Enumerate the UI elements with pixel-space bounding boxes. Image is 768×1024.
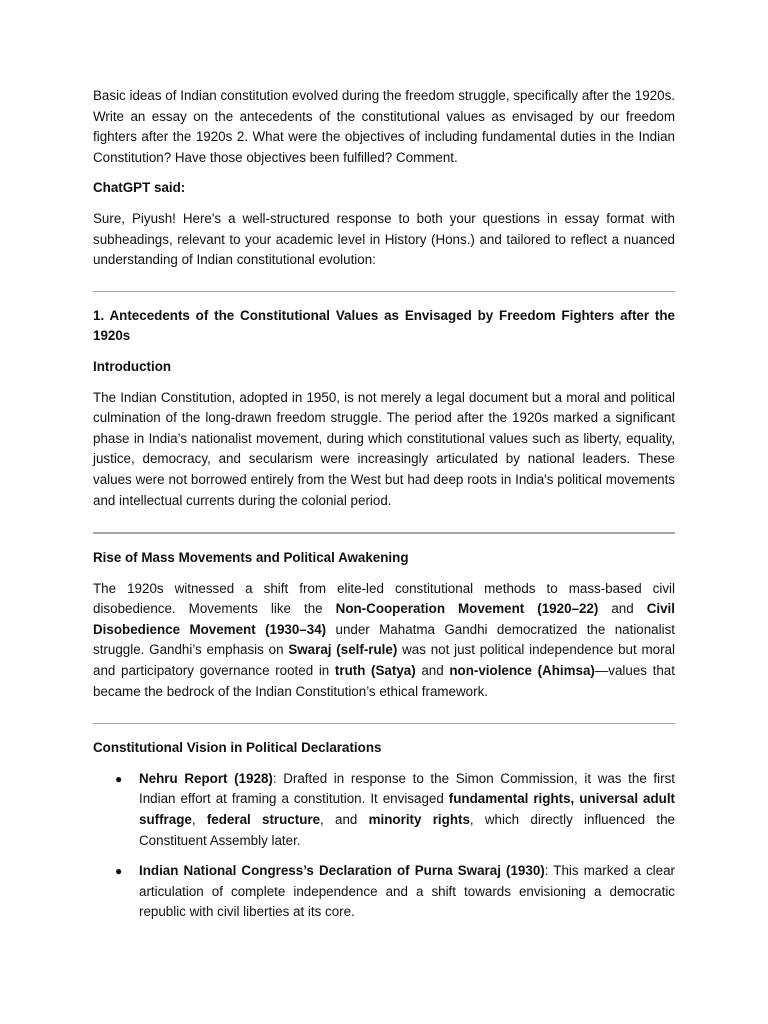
- section-heading-mass-movements: Rise of Mass Movements and Political Awakening: [93, 550, 409, 566]
- document-page: [93, 86, 675, 923]
- intro-reply: Sure, Piyush! Here's a well-structured response to both your questions in essay format with subheadings, relevant to your academic level in History (Hons.) and tailored to reflect a nuanced understanding of Indian constitutional evolution:: [93, 210, 675, 268]
- list-item: ● Indian National Congress’s Declaration of Purna Swaraj (1930): This marked a clear articulation of complete independence and a shift towards envisioning a democratic republic with civil liberties at its core.: [115, 863, 676, 920]
- declarations-list: [93, 769, 675, 923]
- bullet-icon: ●: [115, 771, 123, 786]
- section-heading-antecedents: 1. Antecedents of the Constitutional Values as Envisaged by Freedom Fighters after the 1920s: [93, 307, 675, 344]
- section-heading-constitutional-vision: Constitutional Vision in Political Declarations: [93, 740, 382, 756]
- user-prompt: Basic ideas of Indian constitution evolved during the freedom struggle, specifically after the 1920s. Write an essay on the antecedents of the constitutional values as envisaged by our freedom fighters after the 1920s 2. What were the objectives of including fundamental duties in the Indian Constitution? Have those objectives been fulfilled? Comment.: [93, 88, 675, 165]
- introduction-paragraph: The Indian Constitution, adopted in 1950, is not merely a legal document but a moral and political culmination of the long-drawn freedom struggle. The period after the 1920s marked a significant phase in India’s nationalist movement, during which constitutional values such as liberty, equality, justice, democracy, and secularism were increasingly articulated by national leaders. These values were not borrowed entirely from the West but had deep roots in India's political movements and intellectual currents during the colonial period.: [93, 389, 675, 508]
- bullet-icon: ●: [115, 864, 123, 879]
- speaker-label: ChatGPT said:: [93, 180, 186, 196]
- mass-movements-paragraph: The 1920s witnessed a shift from elite-led constitutional methods to mass-based civil disobedience. Movements like the Non-Cooperation Movement (1920–22) and Civil Disobedience Movement (1930–34) under Mahatma Gandhi democratized the nationalist struggle. Gandhi’s emphasis on Swaraj (self-rule) was not just political independence but moral and participatory governance rooted in truth (Satya) and non-violence (Ahimsa)—values that became the bedrock of the Indian Constitution’s ethical framework.: [93, 580, 675, 699]
- subheading-introduction: Introduction: [93, 358, 172, 374]
- list-item: ● Nehru Report (1928): Drafted in response to the Simon Commission, it was the first Indian effort at framing a constitution. It envisaged fundamental rights, universal adult suffrage, federal structure, and minority rights, which directly influenced the Constituent Assembly later.: [115, 770, 675, 848]
